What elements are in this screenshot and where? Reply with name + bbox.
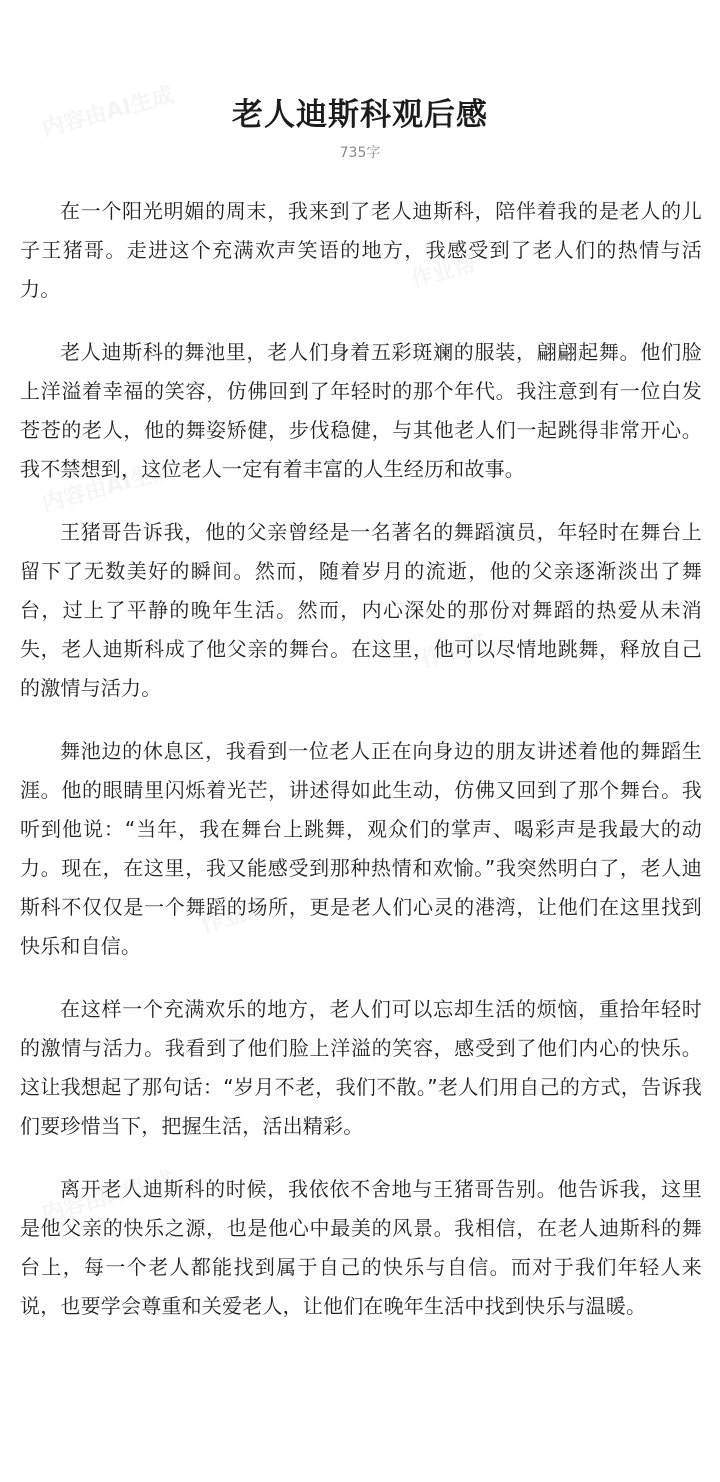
paragraph: 舞池边的休息区，我看到一位老人正在向身边的朋友讲述着他的舞蹈生涯。他的眼睛里闪烁着光芒，讲述得如此生动，仿佛又回到了那个舞台。我听到他说：“当年，我在舞台上跳舞，观众们的掌声、喝彩声是我最大的动力。现在，在这里，我又能感受到那种热情和欢愉。”我突然明白了，老人迪斯科不仅仅是一个舞蹈的场所，更是老人们心灵的港湾，让他们在这里找到快乐和自信。 (20, 739, 702, 958)
paragraph: 王猪哥告诉我，他的父亲曾经是一名著名的舞蹈演员，年轻时在舞台上留下了无数美好的瞬间。然而，随着岁月的流逝，他的父亲逐渐淡出了舞台，过上了平静的晚年生活。然而，内心深处的那份对舞蹈的热爱从未消失，老人迪斯科成了他父亲的舞台。在这里，他可以尽情地跳舞，释放自己的激情与活力。 (20, 520, 702, 700)
paragraph: 离开老人迪斯科的时候，我依依不舍地与王猪哥告别。他告诉我，这里是他父亲的快乐之源，也是他心中最美的风景。我相信，在老人迪斯科的舞台上，每一个老人都能找到属于自己的快乐与自信。而对于我们年轻人来说，也要学会尊重和关爱老人，让他们在晚年生活中找到快乐与温暖。 (20, 1177, 702, 1318)
paragraph: 老人迪斯科的舞池里，老人们身着五彩斑斓的服装，翩翩起舞。他们脸上洋溢着幸福的笑容，仿佛回到了年轻时的那个年代。我注意到有一位白发苍苍的老人，他的舞姿矫健，步伐稳健，与其他老人们一起跳得非常开心。我不禁想到，这位老人一定有着丰富的人生经历和故事。 (20, 340, 702, 481)
paragraph: 在一个阳光明媚的周末，我来到了老人迪斯科，陪伴着我的是老人的儿子王猪哥。走进这个充满欢声笑语的地方，我感受到了老人们的热情与活力。 (20, 199, 702, 301)
paragraph: 在这样一个充满欢乐的地方，老人们可以忘却生活的烦恼，重拾年轻时的激情与活力。我看到了他们脸上洋溢的笑容，感受到了他们内心的快乐。这让我想起了那句话：“岁月不老，我们不散。”老人们用自己的方式，告诉我们要珍惜当下，把握生活，活出精彩。 (20, 997, 702, 1138)
page-title: 老人迪斯科观后感 (232, 96, 488, 133)
word-count: 735字 (339, 145, 381, 161)
article-body (20, 192, 702, 1350)
